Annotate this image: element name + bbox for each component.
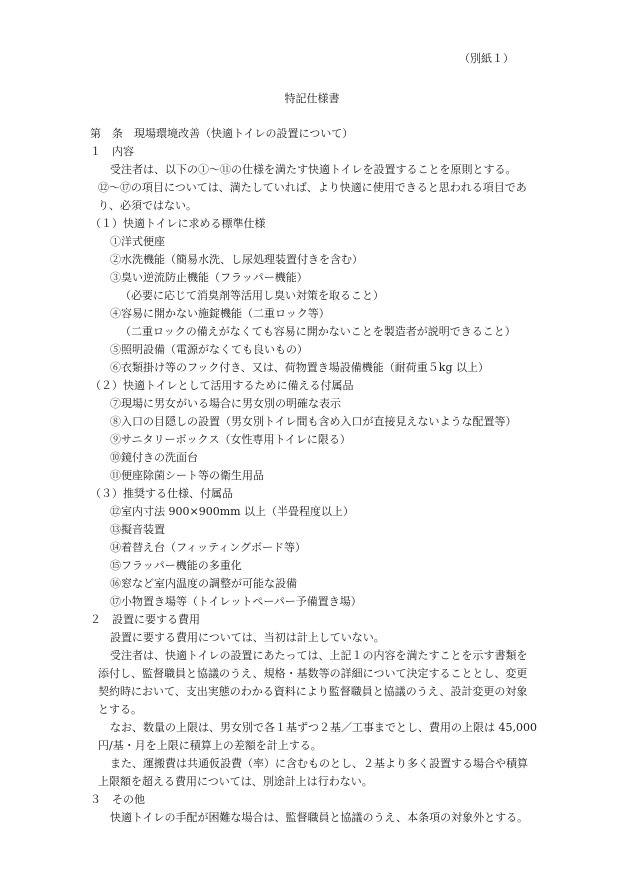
accessory-item: ⑨サニタリーボックス（女性専用トイレに限る） bbox=[110, 433, 351, 446]
section-1-intro-line: ⑫～⑰の項目については、満たしていれば、より快適に使用できると思われる項目であ bbox=[98, 181, 527, 194]
section-3-text: 快適トイレの手配が困難な場合は、監督職員と協議のうえ、本条項の対象外とする。 bbox=[110, 811, 529, 824]
section-2-line: 円/基・月を上限に積算上の差額を計上する。 bbox=[98, 739, 322, 752]
spec-item-note: （必要に応じて消臭剤等活用し臭い対策を取ること） bbox=[120, 289, 384, 302]
accessory-item: ⑦現場に男女がいる場合に男女別の明確な表示 bbox=[110, 397, 341, 410]
spec-item: ②水洗機能（簡易水洗、し尿処理装置付きを含む） bbox=[110, 253, 363, 266]
spec-item: ①洋式便座 bbox=[110, 235, 165, 248]
section-1-heading: １ 内容 bbox=[90, 145, 134, 158]
section-2-line: なお、数量の上限は、男女別で各１基ずつ２基／工事までとし、費用の上限は 45,000 bbox=[110, 721, 537, 734]
recommended-item: ⑫室内寸法 900×900mm 以上（半畳程度以上） bbox=[110, 505, 355, 518]
section-2-line: 設置に要する費用については、当初は計上していない。 bbox=[110, 631, 385, 644]
section-2-heading: ２ 設置に要する費用 bbox=[90, 613, 200, 626]
subsection-1-heading: （１）快適トイレに求める標準仕様 bbox=[90, 217, 266, 230]
recommended-item: ⑯窓など室内温度の調整が可能な設備 bbox=[110, 577, 297, 590]
accessory-item: ⑩鏡付きの洗面台 bbox=[110, 451, 198, 464]
subsection-3-heading: （３）推奨する仕様、付属品 bbox=[90, 487, 233, 500]
attachment-label: （別紙１） bbox=[459, 52, 514, 65]
accessory-item: ⑪便座除菌シート等の衛生用品 bbox=[110, 469, 264, 482]
recommended-item: ⑰小物置き場等（トイレットペーパー予備置き場） bbox=[110, 595, 362, 608]
spec-item: ⑥衣類掛け等のフック付き、又は、荷物置き場設備機能（耐荷重５kg 以上） bbox=[110, 361, 489, 374]
spec-item: ④容易に開かない施錠機能（二重ロック等） bbox=[110, 307, 330, 320]
section-2-line: とする。 bbox=[98, 703, 142, 716]
spec-item: ③臭い逆流防止機能（フラッパー機能） bbox=[110, 271, 308, 284]
document-title: 特記仕様書 bbox=[284, 92, 340, 105]
section-2-line: 契約時において、支出実態のわかる資料により監督職員と協議のうえ、設計変更の対象 bbox=[98, 685, 528, 698]
spec-item-note: （二重ロックの備えがなくても容易に開かないことを製造者が説明できること） bbox=[120, 325, 516, 338]
section-1-intro-line: 受注者は、以下の①～⑪の仕様を満たす快適トイレを設置することを原則とする。 bbox=[110, 163, 517, 176]
section-2-line: 上限額を超える費用については、別途計上は行わない。 bbox=[98, 775, 373, 788]
spec-item: ⑤照明設備（電源がなくても良いもの） bbox=[110, 343, 308, 356]
section-2-line: また、運搬費は共通仮設費（率）に含むものとし、２基より多く設置する場合や積算 bbox=[110, 757, 528, 770]
recommended-item: ⑭着替え台（フィッティングボード等） bbox=[110, 541, 307, 554]
accessory-item: ⑧入口の目隠しの設置（男女別トイレ間も含め入口が直接見えないような配置等） bbox=[110, 415, 517, 428]
section-3-heading: ３ その他 bbox=[90, 793, 145, 806]
section-1-intro-line: り、必須ではない。 bbox=[98, 199, 197, 212]
recommended-item: ⑬擬音装置 bbox=[110, 523, 165, 536]
subsection-2-heading: （２）快適トイレとして活用するために備える付属品 bbox=[90, 379, 354, 392]
recommended-item: ⑮フラッパー機能の多重化 bbox=[110, 559, 242, 572]
article-heading: 第 条 現場環境改善（快適トイレの設置について） bbox=[90, 127, 354, 140]
section-2-line: 受注者は、快適トイレの設置にあたっては、上記１の内容を満たすことを示す書類を bbox=[110, 649, 528, 662]
section-2-line: 添付し、監督職員と協議のうえ、規格・基数等の詳細について決定することとし、変更 bbox=[98, 667, 528, 680]
